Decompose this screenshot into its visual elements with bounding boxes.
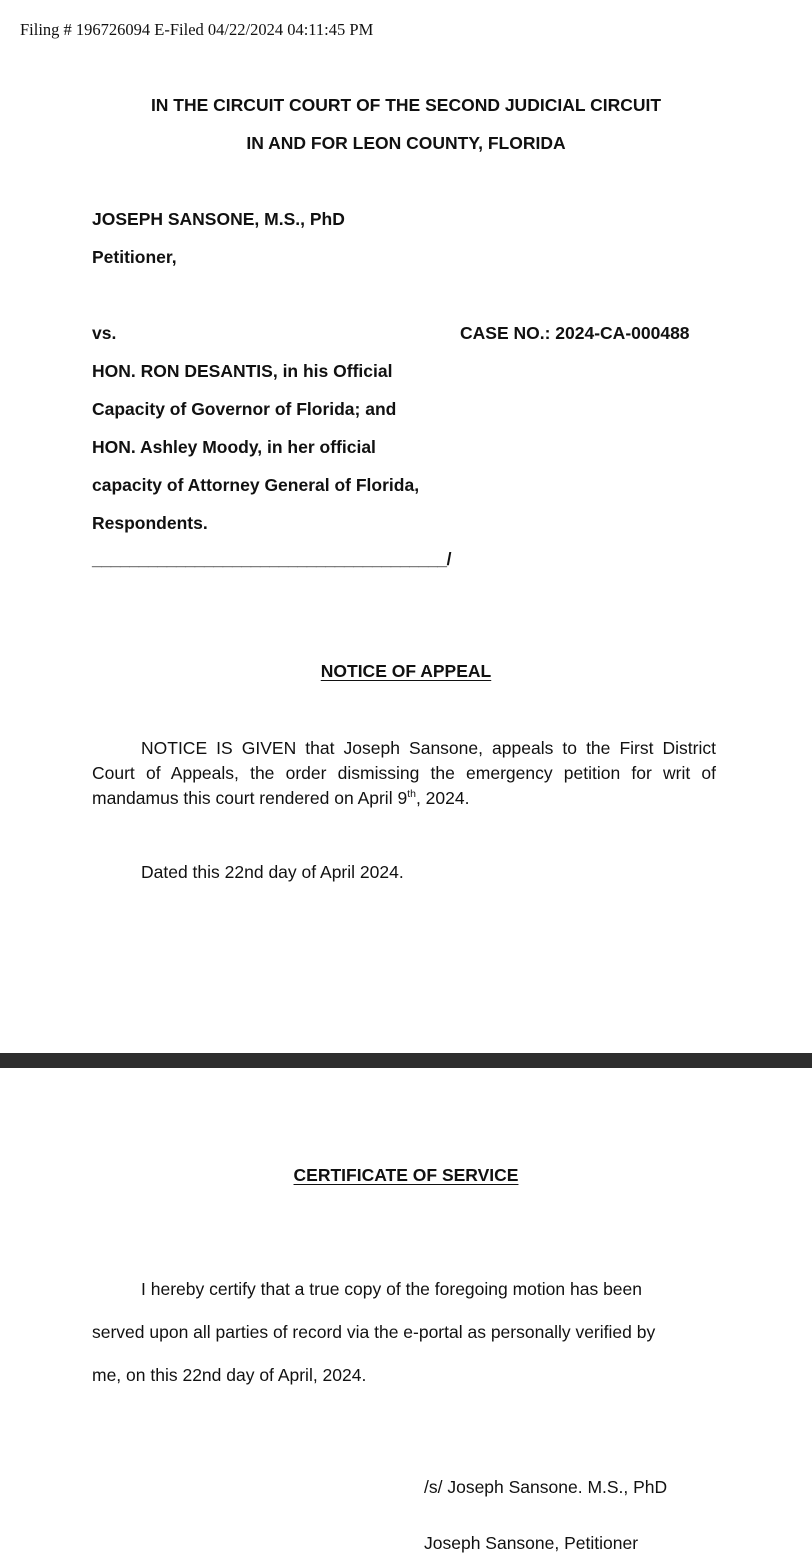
notice-body-text: NOTICE IS GIVEN that Joseph Sansone, appeals to the First District Court of Appeals, the order dismissing the emergency petition for writ of mandamus this court rendered on April 9 — [92, 738, 716, 808]
respondent-line: HON. RON DESANTIS, in his Official — [92, 361, 393, 381]
signer-name: Joseph Sansone, Petitioner — [424, 1533, 639, 1553]
filing-stamp: Filing # 196726094 E-Filed 04/22/2024 04:11:45 PM — [20, 20, 374, 39]
ordinal-suffix: th — [407, 788, 416, 801]
caption-signature-line: ______________________________________/ — [92, 549, 452, 569]
certificate-line: me, on this 22nd day of April, 2024. — [92, 1365, 367, 1385]
notice-title: NOTICE OF APPEAL — [320, 661, 492, 681]
versus-label: vs. — [92, 323, 117, 343]
certificate-line: served upon all parties of record via the e-portal as personally verified by — [92, 1322, 656, 1342]
court-heading-line1: IN THE CIRCUIT COURT OF THE SECOND JUDICIAL CIRCUIT — [150, 95, 662, 115]
petitioner-label: Petitioner, — [92, 247, 177, 267]
respondents-label: Respondents. — [92, 513, 208, 533]
certificate-title: CERTIFICATE OF SERVICE — [293, 1165, 519, 1185]
page-break-divider — [0, 1053, 812, 1068]
notice-body-year: , 2024. — [415, 788, 470, 808]
respondent-line: Capacity of Governor of Florida; and — [92, 399, 397, 419]
respondent-line: capacity of Attorney General of Florida, — [92, 475, 420, 495]
dated-line: Dated this 22nd day of April 2024. — [141, 862, 404, 882]
respondent-line: HON. Ashley Moody, in her official — [92, 437, 376, 457]
case-number: CASE NO.: 2024-CA-000488 — [460, 323, 690, 343]
notice-body — [92, 736, 716, 811]
certificate-line: I hereby certify that a true copy of the foregoing motion has been — [141, 1279, 642, 1299]
court-heading-line2: IN AND FOR LEON COUNTY, FLORIDA — [246, 133, 566, 153]
petitioner-name: JOSEPH SANSONE, M.S., PhD — [92, 209, 345, 229]
electronic-signature: /s/ Joseph Sansone. M.S., PhD — [424, 1477, 668, 1497]
